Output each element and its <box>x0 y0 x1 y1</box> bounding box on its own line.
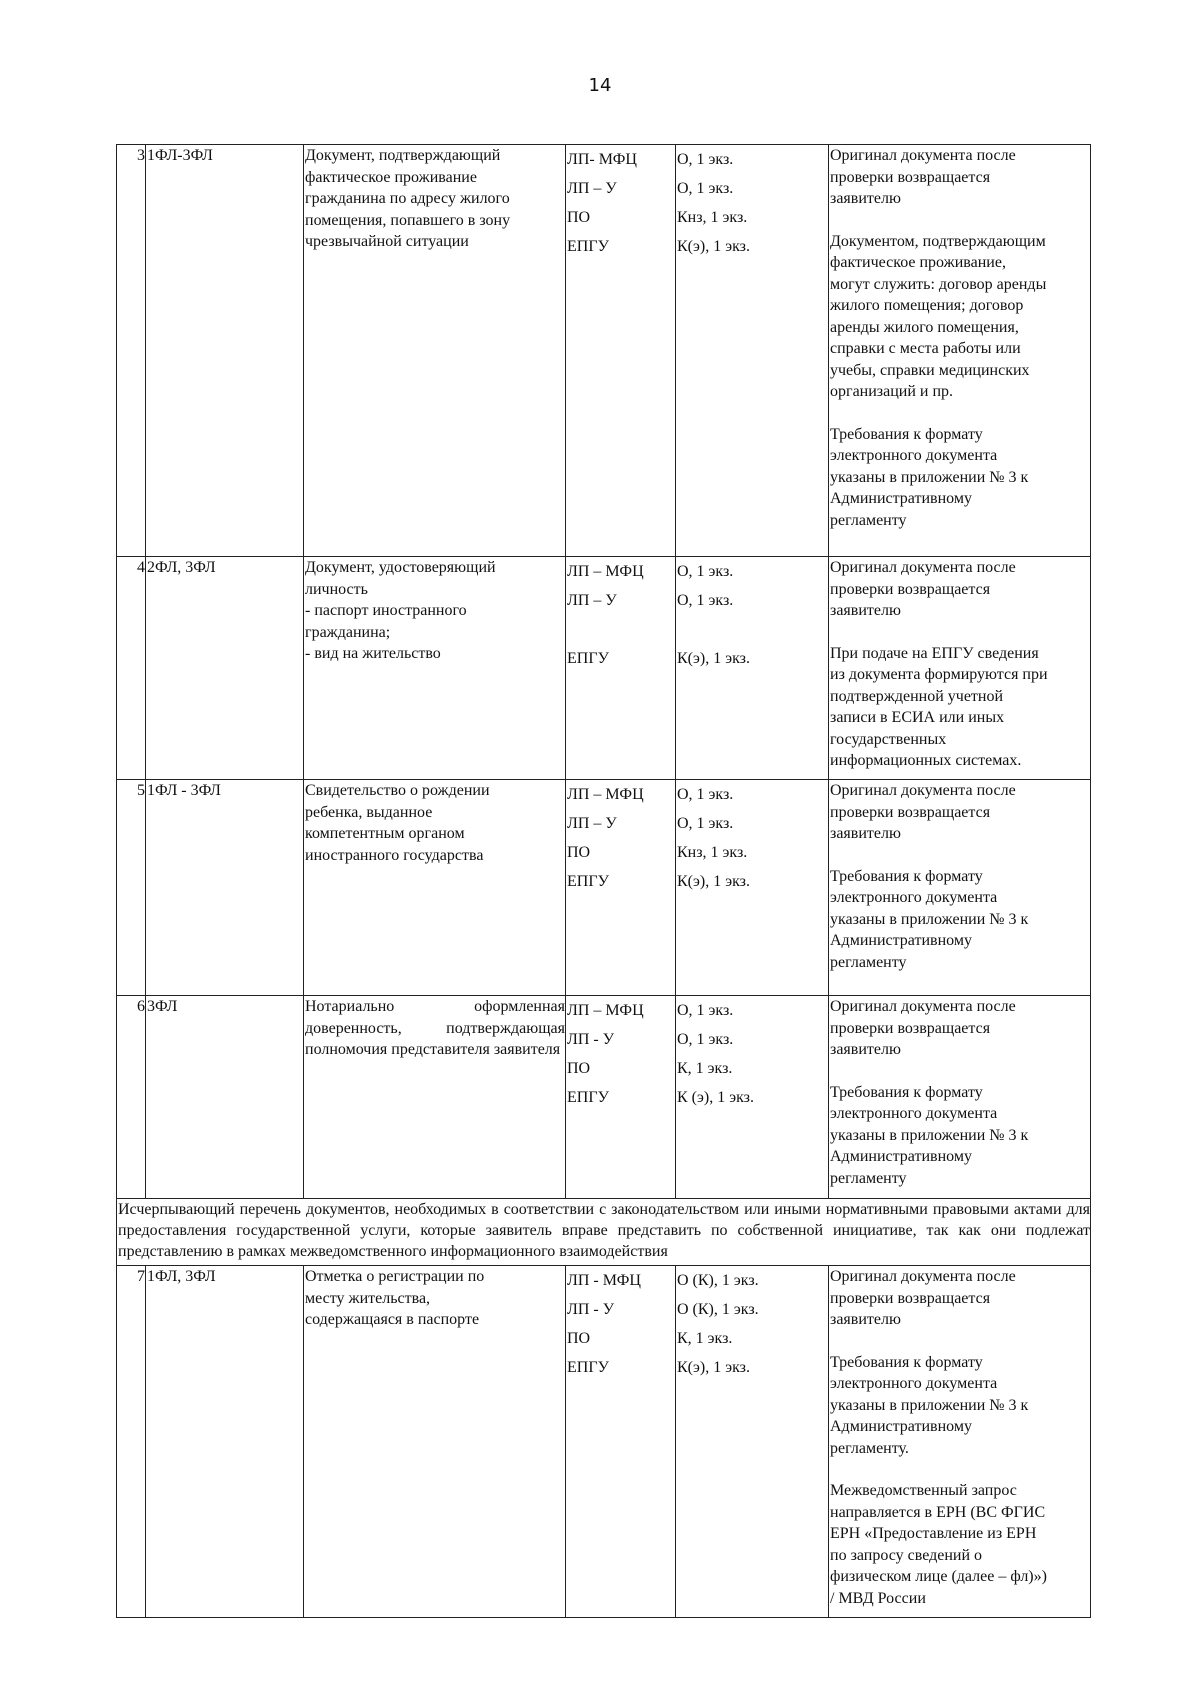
document-counts: О, 1 экз. О, 1 экз. Кнз, 1 экз. К(э), 1 экз. <box>676 145 829 557</box>
document-counts: О, 1 экз. О, 1 экз. К, 1 экз. К (э), 1 экз. <box>676 996 829 1199</box>
submission-ways: ЛП – МФЦ ЛП – У ЕПГУ <box>566 557 676 780</box>
document-notes: Оригинал документа после проверки возвращается заявителю Требования к формату электронного документа указаны в приложении № 3 к Административному регламенту <box>829 996 1091 1199</box>
table-row <box>117 780 1091 996</box>
document-name: Документ, удостоверяющий личность - паспорт иностранного гражданина; - вид на жительство <box>304 557 566 780</box>
document-counts: О, 1 экз. О, 1 экз. К(э), 1 экз. <box>676 557 829 780</box>
document-notes: Оригинал документа после проверки возвращается заявителю При подаче на ЕПГУ сведения из документа формируются при подтвержденной учетной записи в ЕСИА или иных государственных информационных системах. <box>829 557 1091 780</box>
section-header: Исчерпывающий перечень документов, необходимых в соответствии с законодательством или иными нормативными правовыми актами для предоставления государственной услуги, которые заявитель вправе представить по собственной инициативе, так как они подлежат представлению в рамках межведомственного информационного взаимодействия <box>117 1199 1091 1266</box>
applicant-category: 2ФЛ, 3ФЛ <box>146 557 304 780</box>
table-row <box>117 557 1091 780</box>
submission-ways: ЛП - МФЦ ЛП - У ПО ЕПГУ <box>566 1266 676 1618</box>
table-row <box>117 145 1091 557</box>
document-name: Свидетельство о рождении ребенка, выданное компетентным органом иностранного государства <box>304 780 566 996</box>
documents-table <box>116 144 1091 1618</box>
row-number: 5 <box>117 780 146 996</box>
row-number: 3 <box>117 145 146 557</box>
applicant-category: 3ФЛ <box>146 996 304 1199</box>
page-number: 14 <box>588 75 612 96</box>
table-row <box>117 1266 1091 1618</box>
document-name: Отметка о регистрации по месту жительства, содержащаяся в паспорте <box>304 1266 566 1618</box>
table-row <box>117 996 1091 1199</box>
document-notes: Оригинал документа после проверки возвращается заявителю Требования к формату электронного документа указаны в приложении № 3 к Административному регламенту <box>829 780 1091 996</box>
applicant-category: 1ФЛ - 3ФЛ <box>146 780 304 996</box>
row-number: 6 <box>117 996 146 1199</box>
row-number: 4 <box>117 557 146 780</box>
document-counts: О, 1 экз. О, 1 экз. Кнз, 1 экз. К(э), 1 экз. <box>676 780 829 996</box>
submission-ways: ЛП – МФЦ ЛП - У ПО ЕПГУ <box>566 996 676 1199</box>
document-counts: О (К), 1 экз. О (К), 1 экз. К, 1 экз. К(э), 1 экз. <box>676 1266 829 1618</box>
submission-ways: ЛП – МФЦ ЛП – У ПО ЕПГУ <box>566 780 676 996</box>
document-notes: Оригинал документа после проверки возвращается заявителю Требования к формату электронного документа указаны в приложении № 3 к Административному регламенту. Межведомственный запрос направляется в ЕРН (ВС ФГИС ЕРН «Предоставление из ЕРН по запросу сведений о физическом лице (далее – фл)») / МВД России <box>829 1266 1091 1618</box>
row-number: 7 <box>117 1266 146 1618</box>
document-name: Нотариально оформленная доверенность, подтверждающая полномочия представителя заявителя <box>304 996 566 1199</box>
document-notes: Оригинал документа после проверки возвращается заявителю Документом, подтверждающим фактическое проживание, могут служить: договор аренды жилого помещения; договор аренды жилого помещения, справки с места работы или учебы, справки медицинских организаций и пр. Требования к формату электронного документа указаны в приложении № 3 к Административному регламенту <box>829 145 1091 557</box>
applicant-category: 1ФЛ, 3ФЛ <box>146 1266 304 1618</box>
applicant-category: 1ФЛ-3ФЛ <box>146 145 304 557</box>
document-name: Документ, подтверждающий фактическое проживание гражданина по адресу жилого помещения, попавшего в зону чрезвычайной ситуации <box>304 145 566 557</box>
submission-ways: ЛП- МФЦ ЛП – У ПО ЕПГУ <box>566 145 676 557</box>
section-header-row <box>117 1199 1091 1266</box>
